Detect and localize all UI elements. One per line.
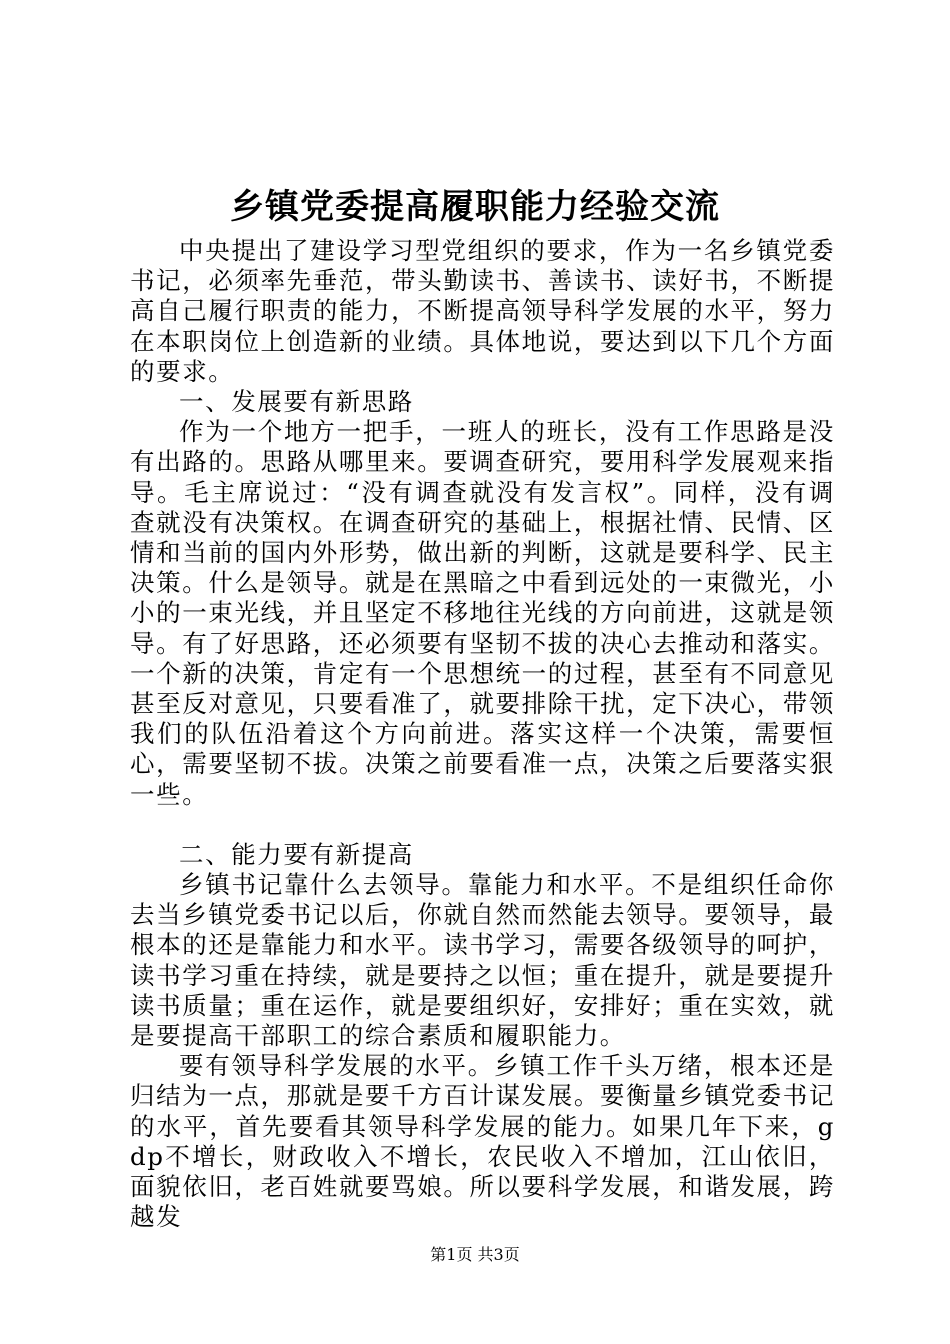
section-2-paragraph-1: 乡镇书记靠什么去领导。靠能力和水平。不是组织任命你去当乡镇党委书记以后，你就自然而然能去领导。要领导，最根本的还是靠能力和水平。读书学习，需要各级领导的呵护，读书学习重在持续，就是要持之以恒；重在提升，就是要提升读书质量；重在运作，就是要组织好，安排好；重在实效，就是要提高干部职工的综合素质和履职能力。 bbox=[130, 870, 835, 1051]
document-body bbox=[130, 236, 835, 1233]
section-heading-1: 一、发展要有新思路 bbox=[179, 387, 414, 417]
section-1-paragraph: 作为一个地方一把手，一班人的班长，没有工作思路是没有出路的。思路从哪里来。要调查研究，要用科学发展观来指导。毛主席说过：“没有调查就没有发言权”。同样，没有调查就没有决策权。在调查研究的基础上，根据社情、民情、区情和当前的国内外形势，做出新的判断，这就是要科学、民主决策。什么是领导。就是在黑暗之中看到远处的一束微光，小小的一束光线，并且坚定不移地往光线的方向前进，这就是领导。有了好思路，还必须要有坚韧不拔的决心去推动和落实。一个新的决策，肯定有一个思想统一的过程，甚至有不同意见甚至反对意见，只要看准了，就要排除干扰，定下决心，带领我们的队伍沿着这个方向前进。落实这样一个决策，需要恒心，需要坚韧不拔。决策之前要看准一点，决策之后要落实狠一些。 bbox=[130, 417, 835, 809]
page-number-footer: 第1页 共3页 bbox=[430, 1245, 520, 1264]
paragraph-spacer bbox=[130, 810, 835, 840]
section-heading-2: 二、能力要有新提高 bbox=[179, 839, 414, 869]
section-2-paragraph-2: 要有领导科学发展的水平。乡镇工作千头万绪，根本还是归结为一点，那就是要千方百计谋发展。要衡量乡镇党委书记的水平，首先要看其领导科学发展的能力。如果几年下来，gdp不增长，财政收入不增长，农民收入不增加，江山依旧，面貌依旧，老百姓就要骂娘。所以要科学发展，和谐发展，跨越发 bbox=[130, 1051, 835, 1232]
intro-paragraph: 中央提出了建设学习型党组织的要求，作为一名乡镇党委书记，必须率先垂范，带头勤读书、善读书、读好书，不断提高自己履行职责的能力，不断提高领导科学发展的水平，努力在本职岗位上创造新的业绩。具体地说，要达到以下几个方面的要求。 bbox=[130, 236, 835, 386]
document-title: 乡镇党委提高履职能力经验交流 bbox=[230, 187, 720, 227]
